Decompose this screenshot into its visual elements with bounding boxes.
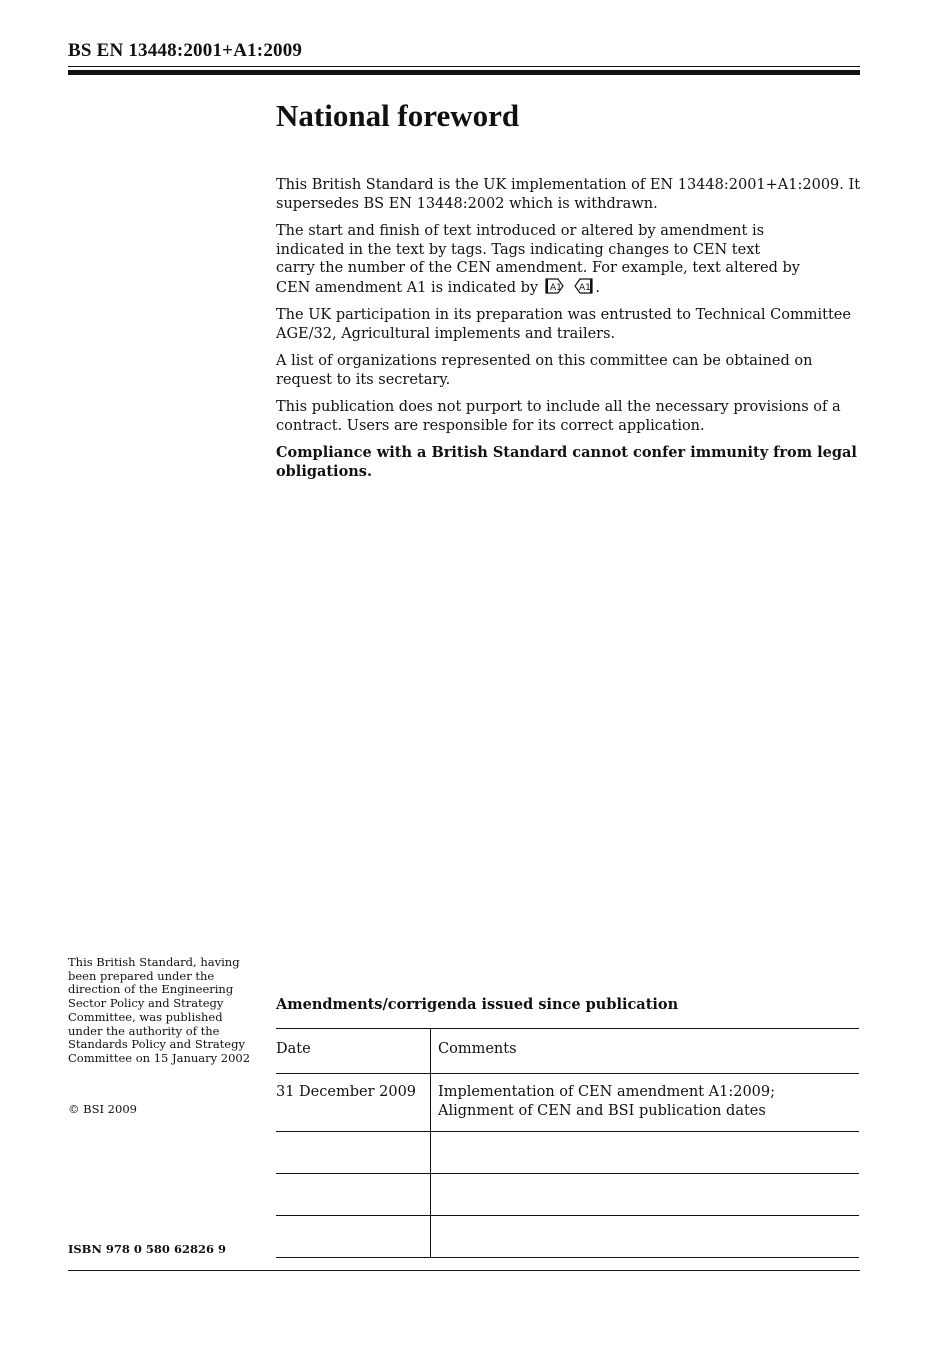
table-row-empty: [276, 1174, 859, 1216]
document-id-header: BS EN 13448:2001+A1:2009: [68, 40, 303, 61]
empty-comments-cell: [431, 1216, 860, 1258]
publication-note: This British Standard, having been prepared under the direction of the Engineering Sector Policy and Strategy Committee, was published under the authority of the Standards Policy and Strategy Committee on 15 January 2002: [68, 955, 251, 1065]
copyright-notice: © BSI 2009: [68, 1102, 137, 1116]
tags-line-4: CEN amendment A1 is indicated by: [276, 279, 539, 296]
table-row-empty: [276, 1132, 859, 1174]
amendment-close-tag-icon: [573, 278, 593, 294]
paragraph-compliance: Compliance with a British Standard cannot confer immunity from legal obligations.: [276, 444, 857, 480]
paragraph-contract: This publication does not purport to include all the necessary provisions of a contract. Users are responsible for its correct application.: [276, 399, 841, 434]
tags-line-2: indicated in the text by tags. Tags indicating changes to CEN text: [276, 241, 761, 258]
tags-line-4-suffix: .: [595, 279, 600, 296]
paragraph-organizations: A list of organizations represented on this committee can be obtained on request to its secretary.: [276, 353, 813, 388]
amendment-comments-cell: [431, 1074, 860, 1132]
page-title: National foreword: [276, 98, 520, 133]
tags-line-3: carry the number of the CEN amendment. For example, text altered by: [276, 260, 800, 276]
header-rule-thick: [68, 70, 860, 75]
paragraph-committee: The UK participation in its preparation was entrusted to Technical Committee AGE/32, Agricultural implements and trailers.: [276, 307, 851, 342]
open-tag-label: A1: [549, 282, 562, 293]
table-row: [276, 1074, 859, 1132]
paragraph-amendment-tags: [276, 222, 862, 297]
foreword-body: [276, 176, 862, 490]
amendment-date-cell: 31 December 2009: [276, 1074, 431, 1132]
empty-date-cell: [276, 1216, 431, 1258]
empty-date-cell: [276, 1132, 431, 1174]
column-header-comments: Comments: [431, 1029, 860, 1074]
close-tag-label: A1: [579, 282, 592, 293]
table-row-empty: [276, 1216, 859, 1258]
amendments-title: Amendments/corrigenda issued since publication: [276, 996, 679, 1013]
tags-line-1: The start and finish of text introduced or altered by amendment is: [276, 223, 765, 239]
table-header-row: [276, 1029, 859, 1074]
header-rule-thin: [68, 66, 860, 67]
empty-date-cell: [276, 1174, 431, 1216]
column-header-date: Date: [276, 1029, 431, 1074]
comments-line-2: Alignment of CEN and BSI publication dates: [438, 1102, 766, 1119]
comments-line-1: Implementation of CEN amendment A1:2009;: [438, 1084, 776, 1100]
empty-comments-cell: [431, 1132, 860, 1174]
amendments-table: [276, 1028, 859, 1258]
paragraph-implementation: This British Standard is the UK implementation of EN 13448:2001+A1:2009. It supersedes BS EN 13448:2002 which is withdrawn.: [276, 177, 861, 212]
isbn-number: ISBN 978 0 580 62826 9: [68, 1242, 226, 1256]
empty-comments-cell: [431, 1174, 860, 1216]
footer-rule: [68, 1270, 860, 1271]
amendment-open-tag-icon: [545, 278, 565, 294]
